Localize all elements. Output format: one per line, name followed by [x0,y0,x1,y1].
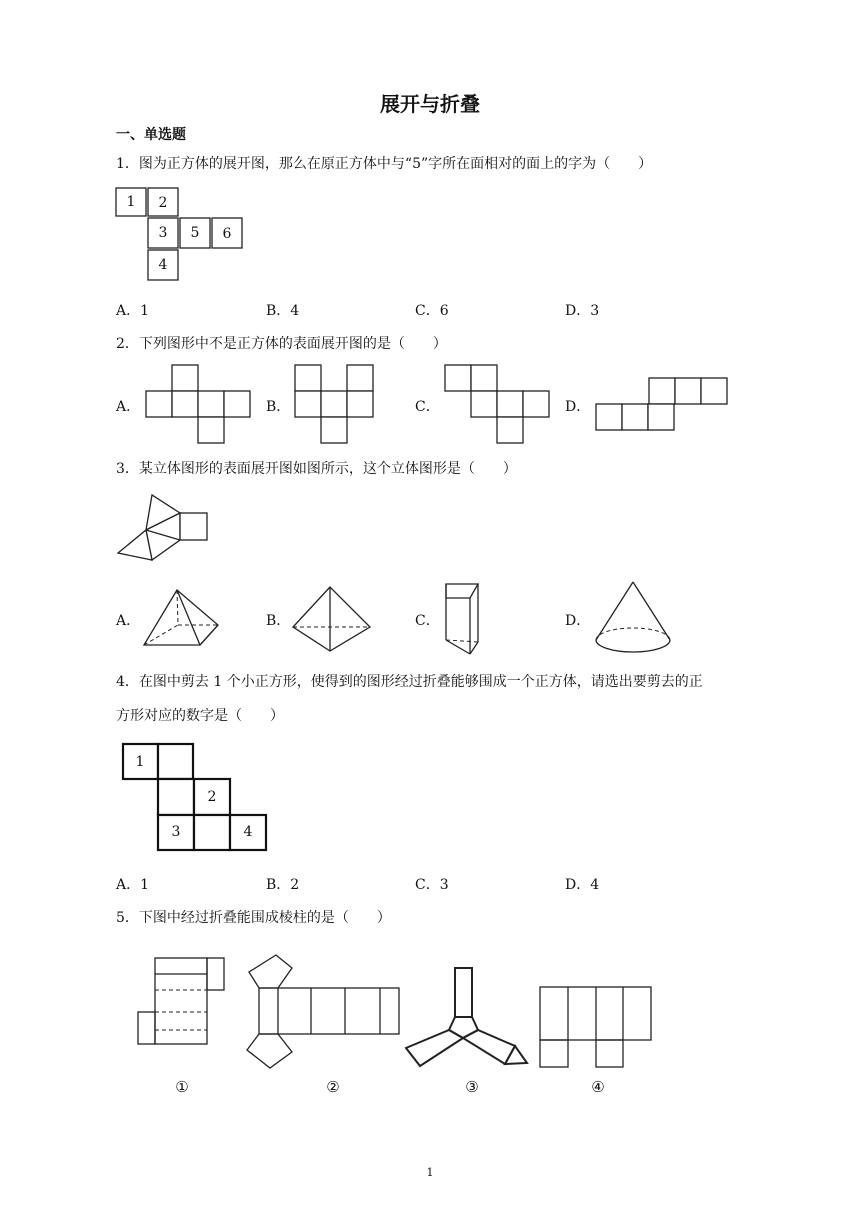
q5-net-4 [540,987,651,1067]
question-4-stem-line-1: 4．在图中剪去 1 个小正方形，使得到的图形经过折叠能够围成一个正方体，请选出要剪去的正 [116,674,703,690]
q3-option-d-label[interactable]: D． [565,613,591,629]
q1-option-d[interactable]: D．3 [565,303,600,319]
q1-cell-number: 5 [190,225,200,241]
q4-option-d[interactable]: D．4 [565,877,600,893]
q5-net-1 [138,958,224,1044]
page-title: 展开与折叠 [380,92,480,116]
question-4-stem-line-2: 方形对应的数字是（ ） [116,708,284,724]
q5-caption-3: ③ [465,1078,479,1096]
q1-cell-number: 4 [158,257,168,273]
question-2-stem: 2．下列图形中不是正方体的表面展开图的是（ ） [116,336,447,352]
q4-option-b[interactable]: B．2 [266,877,300,893]
q1-cell-number: 3 [158,225,168,241]
q2-option-b-label[interactable]: B． [266,399,291,415]
q4-option-a[interactable]: A．1 [116,877,150,893]
q4-cell-number: 3 [171,824,181,840]
q2-option-d-label[interactable]: D． [565,399,591,415]
q4-option-c[interactable]: C．3 [415,877,449,893]
q1-option-c[interactable]: C．6 [415,303,449,319]
q4-cell-number: 4 [243,824,253,840]
q5-caption-4: ④ [591,1078,605,1096]
q5-net-2 [247,955,399,1068]
section-heading: 一、单选题 [116,127,186,143]
question-3-stem: 3．某立体图形的表面展开图如图所示，这个立体图形是（ ） [116,461,517,477]
q5-caption-1: ① [175,1078,189,1096]
q4-cell-number: 2 [207,789,217,805]
question-1-stem: 1．图为正方体的展开图，那么在原正方体中与“5”字所在面相对的面上的字为（ ） [116,156,653,172]
q1-cell-number: 2 [158,195,168,211]
q4-cell-number: 1 [135,754,145,770]
q1-option-a[interactable]: A．1 [116,303,150,319]
q1-cell-number: 1 [126,194,136,210]
q3-option-c-label[interactable]: C． [415,613,440,629]
question-5-stem: 5．下图中经过折叠能围成棱柱的是（ ） [116,910,391,926]
q1-cell-number: 6 [222,226,232,242]
q3-option-b-label[interactable]: B． [266,613,291,629]
q3-option-a-label[interactable]: A． [116,613,141,629]
q1-option-b[interactable]: B．4 [266,303,300,319]
q2-option-c-label[interactable]: C． [415,399,440,415]
q5-caption-2: ② [326,1078,340,1096]
q5-net-3 [406,968,527,1066]
q2-option-a-label[interactable]: A． [116,399,141,415]
page-number: 1 [426,1166,434,1179]
